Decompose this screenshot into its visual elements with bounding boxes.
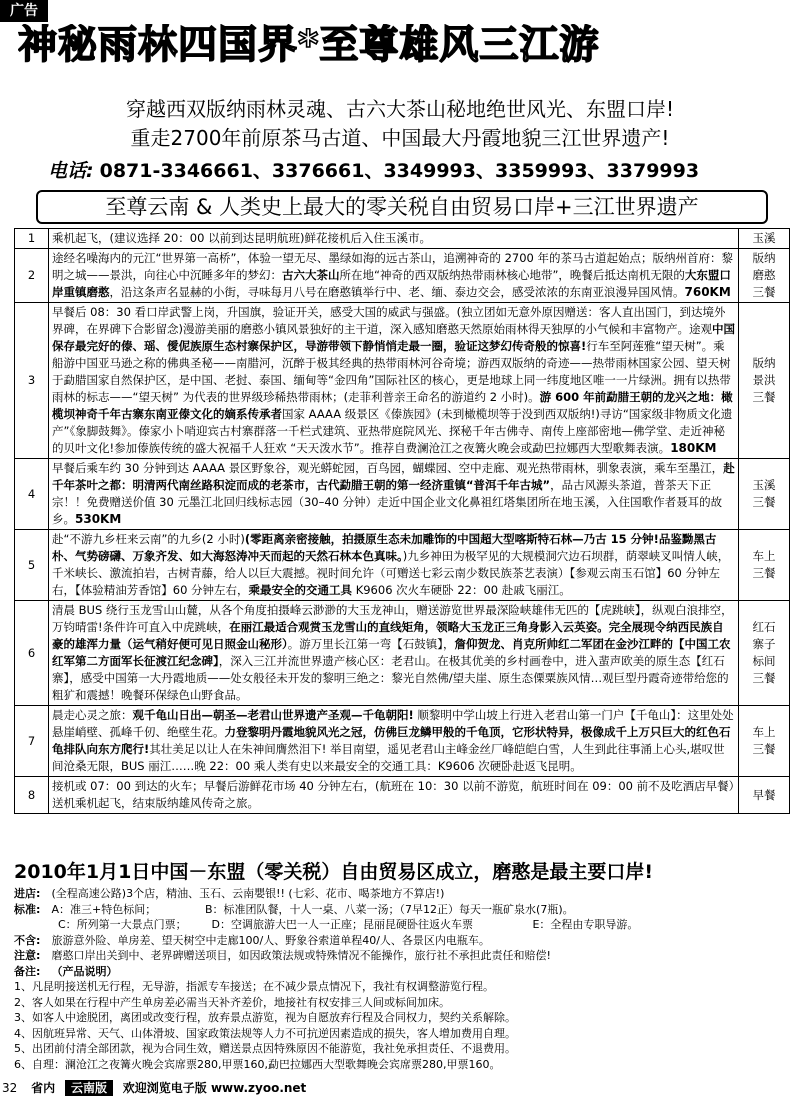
highlight-text: 力登黎明丹霞地貌风光之冠，仿佛巨龙鳞甲般的千龟顶，它形状特异，极像成千上万只巨大的红色石龟排队向东方爬行! xyxy=(52,725,731,756)
description-text: )九乡神田为极罕见的大规模洞穴边石坝群，荫翠峡叉叫情人峡，千米峡长、激流拍岩，古树青藤，给人以巨大震撼。视时间允许（可赠送七彩云南少数民族茶艺表演）【参观云南玉石馆】60 分钟左右，【体验精油芳香馆】60 分钟左右， xyxy=(52,549,730,597)
standard-label: 标准: xyxy=(14,902,41,916)
meal-item: 版纳 xyxy=(752,251,776,265)
highlight-text: 在丽江最适合观赏玉龙雪山的直线矩角，领略大玉龙正三角身影入云英姿。完全展现令纳西民族自豪的雄浑力量（运气稍好便可见日照金山秘形） xyxy=(52,620,724,651)
standard-a: A：准三+特色标间； xyxy=(51,902,157,916)
description-text: 途经名噪海内的元江“世界第一高桥”，体验一望无尽、墨绿如海的远古茶山，追溯神奇的 2700 年的茶马古道起始点；版纳州首府：黎明之城——景洪，向往心中沉睡多年的梦幻： xyxy=(52,251,733,282)
lodging-meals xyxy=(739,777,790,814)
remark-item: 4、因航班异常、天气、山体滑坡、国家政策法规等人力不可抗逆因素造成的损失，客人增加费用自理。 xyxy=(14,1026,516,1040)
meal-item: 版纳 xyxy=(752,356,776,370)
exclude-text: 旅游意外险、单房差、望天树空中走廊100/人、野象谷索道单程40/人、各景区内电瓶车。 xyxy=(51,933,490,947)
shop-text: (全程高速公路)3个店，精油、玉石、云南嬰银!! (七彩、花市、喝茶地方不算店!) xyxy=(51,887,445,900)
standard-e: E：全程由专职导游。 xyxy=(532,918,639,931)
itinerary-row xyxy=(15,303,790,459)
subtitle-1: 穿越西双版纳雨林灵魂、古六大茶山秘地绝世风光、东盟口岸! xyxy=(125,97,675,121)
lodging-meals xyxy=(739,706,790,777)
meal-item: 玉溪 xyxy=(752,231,776,245)
lodging-meals xyxy=(739,530,790,601)
meal-item: 景洪 xyxy=(752,373,776,387)
meal-item: 寨子 xyxy=(752,637,776,651)
headline-banner: 至尊云南 & 人类史上最大的零关税自由贸易口岸+三江世界遗产 xyxy=(36,190,768,224)
standard-c: C：所列第一大景点门票； xyxy=(58,918,187,931)
page-footer xyxy=(0,1078,800,1098)
description-text: 行车至阿莲雅“望天树”。乘船游中国亚马逊之称的佛典圣秘——南腊河，沉醉于极其经典的热带雨林河谷奇境；游西双版纳的奇迹——热带雨林国家公园、望天树于勐腊国家自然保护区，是中国、老挝、泰国、缅甸等“金四角”国际社区的核心，更是地球上同一纬度地区唯一一片绿洲。拥有以热带雨林的标志——“望天树” 为代表的世界级珍稀热带雨林；(走菲利普亲王命名的游道约 2 小时)。 xyxy=(52,339,731,404)
terms-section xyxy=(14,886,794,1072)
lodging-meals xyxy=(739,459,790,530)
meal-item: 车上 xyxy=(752,549,776,563)
meal-item: 早餐 xyxy=(752,787,776,802)
description-text: ，沿这条声名显赫的小街，寻味每月八号在磨憨镇举行中、老、缅、泰边交会，感受浓浓的东南亚浪漫异国风情。 xyxy=(109,285,685,299)
section-label: 省内 xyxy=(31,1081,56,1095)
highlight-text: 詹仰贺龙、肖克所帅红二军团在金沙江畔的【中国工农红军第二方面军长征渡江纪念碑】 xyxy=(52,637,731,668)
meal-item: 标间 xyxy=(752,654,776,668)
itinerary-row xyxy=(15,249,790,303)
remark-label: 备注: xyxy=(14,964,41,978)
day-description xyxy=(49,303,739,459)
description-text: 赴“不游九乡枉来云南”的九乡(2 小时) xyxy=(52,532,245,546)
day-description xyxy=(49,459,739,530)
day-description xyxy=(49,706,739,777)
day-number: 6 xyxy=(15,601,49,706)
description-text: 国家 AAAA 级景区《傣族园》(未到橄榄坝等于没到西双版纳!)寻访“国家级非物质文化遗产”《象脚鼓舞》。傣家小卜哨迎宾古村寨群落一千栏式建筑、亚热带庭院风光、探秘千年古佛寺、南传上座部密地—佛学堂、走近神秘的贝叶文化!参加傣族传统的盛大祝福千人狂欢 “天天泼水节”。推荐自费澜沧江之夜篝火晚会或勐巴拉娜西大型歌舞表演。 xyxy=(52,407,733,455)
fta-headline: 2010年1月1日中国－东盟（零关税）自由贸易区成立，磨憨是最主要口岸! xyxy=(14,861,653,883)
itinerary-table xyxy=(14,228,790,814)
page-number: 32 xyxy=(2,1081,18,1095)
remark-row xyxy=(14,964,794,980)
ad-tag: 广告 xyxy=(0,0,48,22)
day-description xyxy=(49,229,739,249)
description-text: ，深入三江并流世界遗产核心区：老君山。在极其优美的乡村画卷中，进入蜚声欧美的原生态【红石寨】，感受中国第一大丹霞地质——处女般径未开发的黎明三绝之：黎光自然佛/望夫崖、原生态傈粟族风情…观巨型丹霞奇迹带给您的粗犷和震撼！晚餐环保绿色山野食品。 xyxy=(52,654,729,702)
description-text: ，品古风源头茶道，普茶天下正宗！！免费赠送价值 30 元墨江北回归线标志园（30–40 分钟）走近中国企业文化鼻祖红塔集团所在地玉溪，入住国歌作者聂耳的故乡。 xyxy=(52,478,723,526)
meal-item: 三餐 xyxy=(752,671,776,685)
description-text: K9606 次火车硬卧 22：00 赴戚飞丽江。 xyxy=(352,583,571,597)
meal-item: 三餐 xyxy=(752,566,776,580)
meal-item: 三餐 xyxy=(752,495,776,509)
highlight-text: 大东盟口岸重镇磨憨 xyxy=(52,268,731,299)
lodging-meals xyxy=(739,601,790,706)
phone-numbers: 0871-3346661、3376661、3349993、3359993、3379993 xyxy=(99,160,700,182)
phone-line xyxy=(48,158,788,184)
description-text: 。游万里长江第一弯【石鼓镇】， xyxy=(287,637,455,651)
highlight-text: 赴千年茶叶之都：明清两代南丝路积淀而成的老茶市，古代勐腊王朝的第一经济重镇“普洱千年古城” xyxy=(52,461,735,492)
remark-item: 1、凡昆明接送机无行程，无导游，指派专车接送；在不减少景点情况下，我社有权调整游览行程。 xyxy=(14,980,494,993)
itinerary-row xyxy=(15,777,790,814)
lodging-meals xyxy=(739,303,790,459)
description-text: 其壮美足以让人在朱神间膺然泪下! 举目南望，遥见老君山主峰金丝厂峰皑皑白雪，人生到此往事涌上心头,堪叹世间沧桑无限，BUS 丽江……晚 22：00 乘人类有史以来最安全的交通工具：K9606 次硬卧赴返飞昆明。 xyxy=(52,742,725,773)
meal-item: 磨憨 xyxy=(752,268,776,282)
shop-label: 进店: xyxy=(14,887,41,900)
distance-km: 530KM xyxy=(75,512,122,526)
day-number: 7 xyxy=(15,706,49,777)
day-description xyxy=(49,249,739,303)
meal-item: 三餐 xyxy=(752,285,776,299)
phone-label: 电话: xyxy=(48,160,94,182)
website-note: 欢迎浏览电子版 www.zyoo.net xyxy=(122,1081,307,1095)
description-text: 早餐后 08：30 看口岸武警上岗，升国旗，验证开关，感受大国的威武与强盛。(独立团如无意外原因赠送：客人直出国门，到达境外界碑，在界碑下合影留念)漫游美丽的磨憨小镇风景独好的主干道，深入感知磨憨天然原始雨林得天独厚的小气候和丰富物产。途观 xyxy=(52,305,726,336)
day-number: 5 xyxy=(15,530,49,601)
standard-d: D：空调旅游大巴一人一正座；昆丽昆硬卧往返火车票 xyxy=(211,918,473,931)
shop-row xyxy=(14,886,794,902)
highlight-text: (零距离亲密接触，拍摄原生态未加雕饰的中国超大型喀斯特石林—乃古 15 分钟!品鉴黝黑古朴、气势磅礴、万象齐发、如大海怒涛冲天而起的天然石林本色真味。 xyxy=(52,532,717,563)
itinerary-row xyxy=(15,601,790,706)
distance-km: 180KM xyxy=(670,441,717,455)
description-text: 早餐后乘车约 30 分钟到达 AAAA 景区野象谷，观光蟒蛇园，百鸟园，蝴蝶园、空中走廊、观光热带雨林，驯象表演，乘车至墨江， xyxy=(52,461,724,475)
distance-km: 760KM xyxy=(684,285,731,299)
meal-item: 玉溪 xyxy=(752,478,776,492)
meal-item: 车上 xyxy=(752,725,776,739)
day-description xyxy=(49,530,739,601)
page-title: 神秘雨林四国界*至尊雄风三江游 xyxy=(18,24,600,68)
itinerary-row xyxy=(15,459,790,530)
description-text: 顺黎明中学山坡上行进入老君山第一门户【千龟山】：这里处处悬崖峭壁、孤峰千仞、绝壁生花。 xyxy=(52,708,734,739)
subtitle-2: 重走2700年前原茶马古道、中国最大丹霞地貌三江世界遗产! xyxy=(130,126,670,150)
day-number: 4 xyxy=(15,459,49,530)
description-text: 清晨 BUS 绕行玉龙雪山山麓，从各个角度拍摄峰云渺渺的大玉龙神山，赠送游览世界最深险峡雄伟无匹的【虎跳峡】，纵观白浪排空，万钧晴雷!条件许可直入中虎跳峡， xyxy=(52,603,733,634)
exclude-row xyxy=(14,933,794,949)
lodging-meals xyxy=(739,249,790,303)
day-description xyxy=(49,777,739,814)
itinerary-row xyxy=(15,229,790,249)
highlight-text: 游 600 年前勐腊王朝的龙兴之地：橄榄坝神奇千年古寨东南亚傣文化的嫡系传承者 xyxy=(52,390,733,421)
remark-item: 2、客人如果在行程中产生单房差必需当天补齐差价，地接社有权安排三人间或标间加床。 xyxy=(14,995,450,1009)
note-label: 注意: xyxy=(14,949,41,962)
lodging-meals xyxy=(739,229,790,249)
edition-badge: 云南版 xyxy=(65,1080,113,1096)
note-text: 磨憨口岸出关到中、老界碑赠送项目，如因政策法规或特殊情况不能操作，旅行社不承担此责任和赔偿! xyxy=(51,949,551,962)
remark-item: 5、出团前付清全部团款，视为合同生效，赠送景点因特殊原因不能游览，我社免承担责任、不退费用。 xyxy=(14,1042,516,1055)
day-number: 1 xyxy=(15,229,49,249)
meal-item: 三餐 xyxy=(752,742,776,756)
description-text: 乘机起飞，(建议选择 20：00 以前到达昆明航班)鲜花接机后入住玉溪市。 xyxy=(52,231,432,245)
note-row xyxy=(14,948,794,964)
exclude-label: 不含: xyxy=(14,933,41,947)
meal-item: 红石 xyxy=(752,620,776,634)
remark-text: （产品说明） xyxy=(51,964,118,978)
itinerary-row xyxy=(15,530,790,601)
day-number: 8 xyxy=(15,777,49,814)
highlight-text: 中国保存最完好的傣、瑶、僾伲族原生态村寨保护区，导游带领下静悄悄走最一圈，验证这梦幻传奇般的惊喜! xyxy=(52,322,735,353)
standard-row-2 xyxy=(14,917,794,933)
remark-item: 3、如客人中途脱团，离团或改变行程，放弃景点游览，视为自愿放弃行程及合同权力，契约关系解除。 xyxy=(14,1011,516,1024)
highlight-text: 观千龟山日出—朝圣—老君山世界遗产圣观—千龟朝阳! xyxy=(132,708,414,722)
standard-b: B：标准团队餐，十人一桌、八菜一汤；（7早12正）每天一瓶矿泉水(7瓶)。 xyxy=(205,902,574,916)
description-text: 所在地“神奇的西双版纳热带雨林核心地带”，晚餐后抵达南机无限的 xyxy=(339,268,685,282)
description-text: 晨走心灵之旅： xyxy=(52,708,133,722)
highlight-text: 古六大茶山 xyxy=(282,268,340,282)
meal-item: 三餐 xyxy=(752,390,776,404)
highlight-text: 乘最安全的交通工具 xyxy=(248,583,353,597)
remark-item: 6、自理：澜沧江之夜篝火晚会宾席票280,甲票160,勐巴拉娜西大型歌舞晚会宾席票280,甲票160。 xyxy=(14,1057,501,1071)
day-number: 2 xyxy=(15,249,49,303)
standard-row-1 xyxy=(14,902,794,918)
description-text: 接机或 07：00 到达的火车；早餐后游鲜花市场 40 分钟左右，(航班在 10：30 以前不游览，航班时间在 09：00 前不及吃酒店早餐）送机乘机起飞，结束版纳雄风传奇之旅。 xyxy=(52,779,735,810)
day-number: 3 xyxy=(15,303,49,459)
day-description xyxy=(49,601,739,706)
itinerary-row xyxy=(15,706,790,777)
